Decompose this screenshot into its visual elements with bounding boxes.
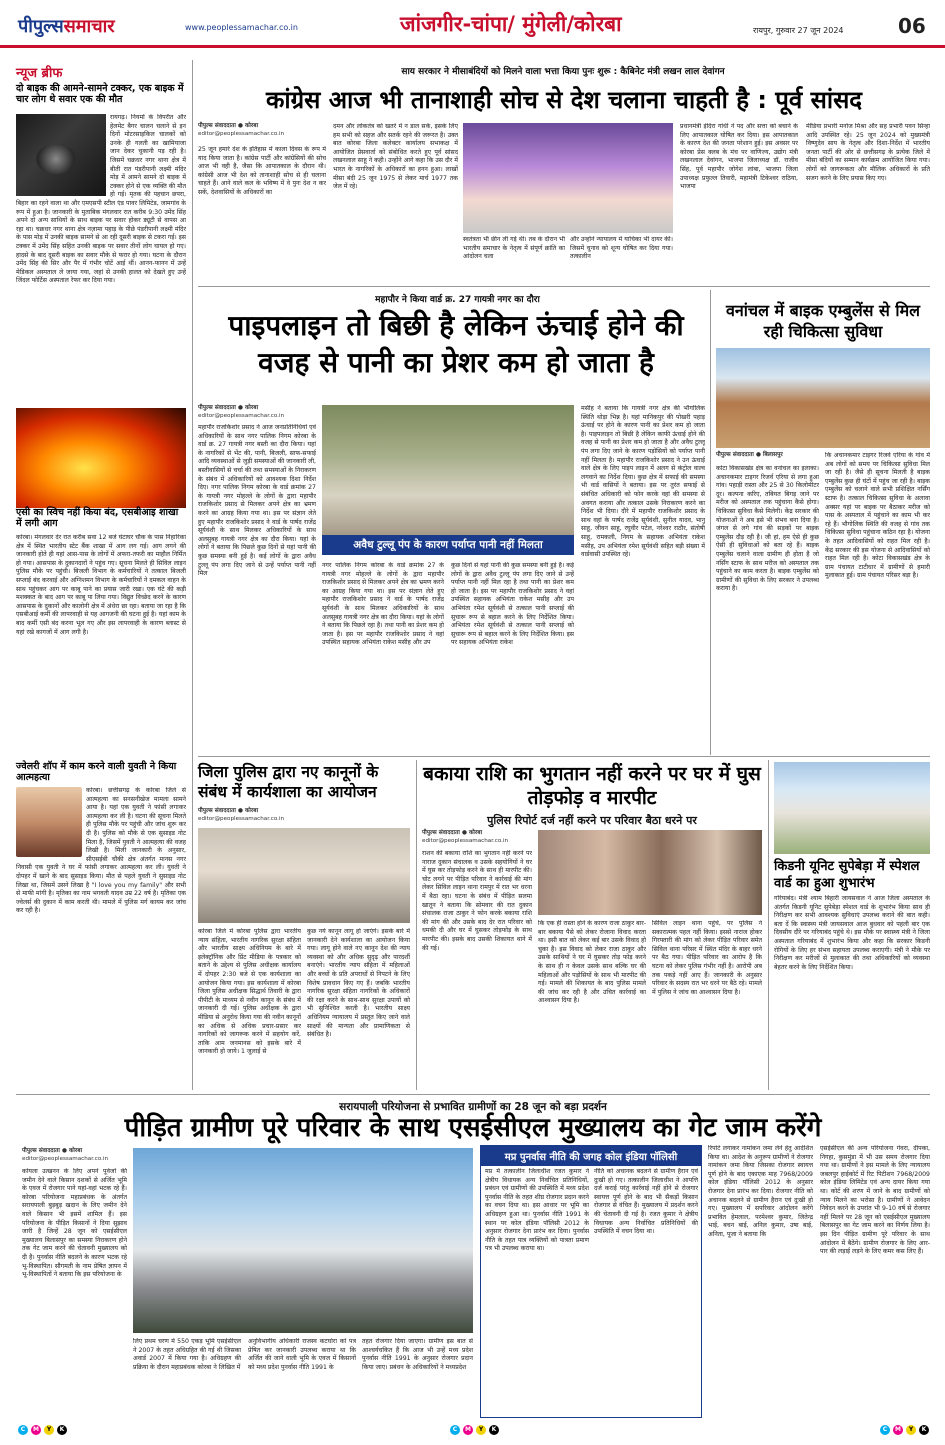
pipeline-headline: पाइपलाइन तो बिछी है लेकिन ऊंचाई होने की वजह से पानी का प्रेशर कम हो जाता है	[228, 309, 684, 379]
bottom-byline-name: पीपुल्स संवाददाता	[22, 1148, 60, 1154]
congress-col4: मीडिया प्रभारी मनोज मिश्रा और सह प्रभारी पवन सिन्हा आदि उपस्थित रहे। 25 जून 2024 को मुख्यमंत्री विष्णुदेव साय के नेतृत्व और दिशा-निर्देश में भारतीय जनता पार्टी की ओर से छत्तीसगढ़ के प्रत्येक जिले में मीसा बंदियों का सम्मान कार्यक्रम आयोजित किया गया। लोगों को जागरूकता और मौलिक अधिकारों के प्रति सजग करने के लिए प्रयास किए गए।	[806, 123, 930, 182]
congress-byline-name: पीपुल्स संवाददाता	[198, 123, 236, 129]
pipeline-col1: महापौर राजकिशोर प्रसाद ने आज जनप्रतिनिधियों एवं अधिकारियों के साथ नगर पालिक निगम कोरबा के वार्ड क्र. 27 गायत्री नगर बस्ती का दौरा किया। यहां के नागरिकों से भेंट की, पानी, बिजली, साफ-सफाई आदि व्यवस्थाओं से जुड़ी समस्याओं की जानकारी ली, बस्तीवासियों से चर्चा की तथा समस्याओं के निराकरण के संबंध में अधिकारियों को आवश्यक दिशा निर्देश दिए। नगर पालिक निगम कोरबा के वार्ड क्रमांक 27 के गायत्री नगर मोहल्ले के लोगों के द्वारा महापौर राजकिशोर प्रसाद से मिलकर अपने क्षेत्र का भ्रमण करने का आग्रह किया गया था। इस पर संज्ञान लेते हुए महापौर राजकिशोर प्रसाद ने वार्ड के पार्षद राजेंद्र सूर्यवंशी के साथ मिलकर अधिकारियों के साथ अलसुबह गायत्री नगर क्षेत्र का दौरा किया। यहां के लोगों ने बताया कि पिछले कुछ दिनों से यहां पानी की कुछ समस्या बनी हुई है। कई लोगों के द्वारा अवैध टुल्लू पंप लगा दिए जाने से उन्हें पर्याप्त पानी नहीं मिल	[198, 424, 316, 578]
workshop-photo	[198, 828, 410, 923]
ambulance-col1: कोटा विकासखंड क्षेत्र का वनांचल का इलाका। अचानकमार टाइगर रिजर्व एरिया से लगा हुआ गांव। पहाड़ी रास्ता और 25 से 30 किलोमीटर दूर। कल्पना करिए, तबियत बिगड़ जाने पर मरीज को अस्पताल तक पहुंचाना कैसे होगा। चिकित्सा सुविधा कैसे मिलेगी। केंद्र सरकार की योजनाओं ने अब इसे भी संभव बना दिया है। जंगल से लगे गांव की सड़कों पर बाइक एम्बुलेंस दौड़ रही है। जी हां, हम ऐसे ही कुछ ऐसी ही सुविधाओं को बता रहे हैं। बाइक एम्बुलेंस चलाने वाला ग्रामीण ही होता है जो नर्सिंग स्टाफ के साथ मरीज को अस्पताल तक पहुंचाने का काम करता है। बाइक एम्बुलेंस को ग्रामीणों की सुविधा के लिए सरकार ने उपलब्ध कराया है।	[716, 465, 819, 593]
pipeline-col2: नगर पालिक निगम कोरबा के वार्ड क्रमांक 27 के गायत्री नगर मोहल्ले के लोगों के द्वारा महापौर राजकिशोर प्रसाद से मिलकर अपने क्षेत्र का भ्रमण करने का आग्रह किया गया था। इस पर संज्ञान लेते हुए महापौर राजकिशोर प्रसाद ने वार्ड के पार्षद राजेंद्र सूर्यवंशी के साथ मिलकर अधिकारियों के साथ अलसुबह गायत्री नगर क्षेत्र का दौरा किया। यहां के लोगों ने बताया कि पिछले रहा है। तथा पानी का प्रेशर कम हो जाता है। इस पर महापौर राजकिशोर प्रसाद ने वहां उपस्थित सहायक अभियंता राकेश मसीह और उप	[322, 562, 444, 647]
dues-col3: सिविल लाइन थाना पहुंचे, पर पुलिस ने सकारात्मक पहल नहीं किया। इससे नाराज होकर गिरफ्तारी की मांग को लेकर पीड़ित परिवार समेत सिविल थाना परिसर में स्थित मंदिर के बाहर धरने पर बैठ गया। पीड़ित परिवार का आरोप है कि घटना को लेकर पुलिस गंभीर नहीं है। आरोपी अब तक पकड़े नहीं आए हैं। जानकारी के अनुसार परिवार के सदस्य रात भर धरने पर बैठे रहे। मामले में पुलिस ने जांच का आश्वासन दिया है।	[652, 920, 762, 996]
bottom-col3: अनुविभागीय अधिकारी राजस्व कटघोरा को पत्र प्रेषित कर जानकारी उपलब्ध कराया था कि अर्जित की जाने वाली भूमि के एवज में किसानों को मध्य प्रदेश पुनर्वास नीति 1991 के	[248, 1338, 356, 1371]
ambulance-byline-place: बिलासपुर	[762, 452, 783, 458]
ambulance-byline-name: पीपुल्स संवाददाता	[716, 452, 754, 458]
divider-5	[16, 1094, 930, 1095]
congress-byline-place: कोरबा	[244, 123, 259, 129]
bottom-col1: कोयला उत्खनन के लिए अपने पूर्वजों की जमीन देने वाले किसान दशकों से अर्जित भूमि के एवज में रोजगार पाने यहां-वहां भटक रहे हैं। कोरबा परियोजना महाप्रबंधक के अंतर्गत सरायपाली बुड़बुड़ खदान के लिए जमीन देने वाले किसान भी इसमें शामिल हैं। इस परियोजना के पीड़ित किसानों ने दिया सुझाव जारी है जिन्हें 28 जून को एसईसीएल मुख्यालय बिलासपुर का समस्या निराकरण होने तक गेट जाम करने की चेतावनी मुख्यालय को दी है। पुनर्वास नीति बदलने के कारण भटक रहे भू-विस्थापित। सौगमती के नाम प्रेषित ज्ञापन में भू-विस्थापितों ने बताया कि इस परियोजना के	[22, 1168, 127, 1279]
cmyk-c: C	[18, 1425, 28, 1435]
left-divider	[192, 60, 193, 1090]
edition-title: जांजगीर-चांपा/ मुंगेली/कोरबा	[400, 12, 622, 36]
top-kicker: साय सरकार ने मीसाबंदियों को मिलने वाला भत्ता किया पुनः शुरू : कैबिनेट मंत्री लखन लाल देवांगन	[401, 67, 725, 77]
masthead	[0, 0, 945, 48]
bottom-col2: लिए प्रथम चरण में 550 एकड़ भूमि एसईसीएल ने 2007 के तहत अधिग्रहित की गई थी जिसका अवार्ड 2007 में किया गया है। अधिग्रहण की प्रक्रिया के दौरान महाप्रबंधक कोरबा ने लिखित में	[133, 1338, 241, 1371]
bottom-col6: एसईसीएल की अन्य परियोजना गेवरा, दीपका, निगहा, कुसमुंडा में भी उस समय रोजगार दिया गया था। ग्रामीणों ने इस मामले के लिए न्यायालय जबलपुर हाईकोर्ट में रिट पिटीशन 7968/2009 कोल इंडिया लिमिटेड एवं अन्य दायर किया गया था। कोर्ट की शरण में जाने के बाद ग्रामीणों को न्याय मिलने का भरोसा है। ग्रामीणों ने आवेदन निवेदन करने के उपरांत भी 9-10 वर्ष से रोजगार नहीं मिलने पर 28 जून को एसईसीएल मुख्यालय बिलासपुर का गेट जाम करने का निर्णय लिया है। इस दिन पीड़ित ग्रामीण पूरे परिवार के साथ आंदोलन में बैठेंगे। ग्रामीण रोजगार के लिए आर-पार की लड़ाई लड़ने के लिए कमर कस लिए हैं।	[820, 1145, 930, 1256]
brief1-photo	[16, 114, 106, 196]
workshop-byline-name: पीपुल्स संवाददाता	[198, 808, 236, 814]
congress-col2: दमन और लोकतंत्र को खतरे में न डाल सकें, इसके लिए हम सभी को सहज और सतर्क रहने की जरूरत है। उक्त बात कोरबा जिला कलेक्टर कार्यालय सभाकक्ष में आयोजित प्रेसवार्ता को संबोधित करते हुए पूर्व सांसद लखनलाल साहू ने कही। उन्होंने आगे कहा कि उस दौर में भारत के नागरिकों के अधिकारों का हनन हुआ। लाखों मीसा बंदी 25 जून 1975 से लेकर मार्च 1977 तक जेल में रहे।	[333, 123, 458, 191]
workshop-email: editor@peoplessamachar.co.in	[198, 815, 285, 822]
kidney-col1: गरियाबंद। मंत्री श्याम बिहारी जायसवाल ने आज जिला अस्पताल के अंतर्गत किडनी यूनिट सुपेबेड़ा स्पेशल वार्ड के शुभारंभ किया साथ ही निरीक्षण कर सभी आवश्यक सुविधाएं उपलब्ध कराने की बात कही। बता दें कि स्वास्थ्य मंत्री जायसवाल आज बुधवार को पहली बार एक दिवसीय दौरे पर गरियाबंद पहुंचे थे। इस मौके पर स्वास्थ्य मंत्री ने जिला अस्पताल गरियाबंद में शुभारंभ किया और कहा कि सरकार किडनी रोगियों के लिए हर संभव सहायता उपलब्ध कराएगी। मंत्री ने मौके पर निरीक्षण कर मरीजों से मुलाकात की तथा अधिकारियों को व्यवस्था बेहतर करने के लिए निर्देशित किया।	[774, 895, 930, 971]
pipeline-byline-place: कोरबा	[244, 405, 259, 411]
dateline: रायपुर, गुरुवार 27 जून 2024	[753, 26, 844, 35]
brief3-body	[16, 787, 186, 1087]
cmyk-right	[880, 1425, 929, 1435]
bottom-col5: रिपोर्ट लगाकर नामांकन जमा लेने हेतु आदेशित किया था। आदेश के अनुरूप ग्रामीणों ने रोजगार नामांकन जमा किया जिसका रोजगार स्वायत्त पूर्ण होने के बाद एकाएक माह 7968/2009 कोल इंडिया पॉलिसी 2012 के अनुसार रोजगार देना प्रारंभ कर दिया। रोजगार नीति को अचानक बदलने से ग्रामीण हैरान एवं दुःखी हो गए। मुख्यालय में सपरिवार आंदोलन करेंगे प्रभावित हेमलाल, परमेश्वर कुमार, जितेन्द्र भाई, बचन बाई, अनिल कुमार, उषा बाई, अनिता, पूजा ने बताया कि	[708, 1145, 813, 1238]
dues-headline: बकाया राशि का भुगतान नहीं करने पर घर में घुस तोड़फोड़ व मारपीट	[423, 763, 761, 809]
bottom-email: editor@peoplessamachar.co.in	[22, 1155, 109, 1162]
logo-prefix: पीपुल्स	[18, 16, 64, 37]
dues-subhead: पुलिस रिपोर्ट दर्ज नहीं करने पर परिवार बैठा धरने पर	[487, 814, 697, 827]
bottom-byline: पीपुल्स संवाददाता ● कोरबा editor@peoplessamachar.co.in	[22, 1148, 127, 1163]
pipeline-col4: मसीह ने बताया कि गायत्री नगर क्षेत्र की भौगोलिक स्थिति थोड़ा भिन्न है। यहां मानिकपुर की पोखरी पहाड़ ऊंचाई पर होने के कारण पानी का प्रेशर कम हो जाता है। पाइपलाइन तो बिछी है लेकिन काफी ऊंचाई होने की वजह से पानी का प्रेशर कम हो जाता है और अवैध टुल्लू पंप लगा दिए जाने के कारण पड़ोसियों को पर्याप्त पानी नहीं मिलता है। महापौर राजकिशोर प्रसाद ने उन ऊंचाई वाले क्षेत्र के लिए पाइप लाइन में अलग से कंट्रोल वाल्व लगवाने का निर्देश दिया। कुछ क्षेत्र में सफाई की समस्या भी वार्ड वासियों ने बताया। इस पर तुरंत सफाई से संबंधित अधिकारी को फोन करके वहां की समस्या से अवगत कराया और तत्काल उसके निराकरण करने का निर्देश भी दिया। दौरे में महापौर राजकिशोर प्रसाद के साथ वहां के पार्षद राजेंद्र सूर्यवंशी, सुनील यादव, भानु साहू, जीवन साहू, रघुवीर पटेल, नरेश्वर राठौर, संतोषी साहू, रामकली, निगम के सहायक अभियंता राकेश मसीह, उप अभियंता रमेश सूर्यवंशी सहित बड़ी संख्या में वार्डवासी उपस्थित रहे।	[581, 405, 705, 559]
cmyk-k: K	[57, 1425, 67, 1435]
ambulance-col2: कि अचानकमार टाइगर रिजर्व एरिया के गांव में अब लोगों को समय पर चिकित्सा सुविधा मिल जा रही है। जैसे ही सूचना मिलती है बाइक एम्बुलेंस कुछ ही घंटों में पहुंच जा रही है। बाइक एम्बुलेंस को चलाने वाले सभी प्रशिक्षित नर्सिंग स्टाफ है। तत्काल चिकित्सा सुविधा के अलावा अक्सर यहां पर बाइक पर बैठाकर मरीज को पास के अस्पताल में पहुंचाने का काम भी कर रहे हैं। भौगोलिक स्थिति की वजह से गांव तक चिकित्सा सुविधा पहुंचाना कठिन रहा है। योजना के तहत आदिवासियों को राहत मिल रही है। केंद्र सरकार की इस योजना से आदिवासियों को राहत मिल रही है। कोटा विकासखंड क्षेत्र के ग्राम पंचायत टाटीधार में ग्रामीणों से हमारी मुलाकात हुई। ग्राम पंचायत परिसर बड़ा है।	[825, 452, 930, 580]
brief1-headline: दो बाइक की आमने-सामने टक्कर, एक बाइक में चार लोग थे सवार एक की मौत	[16, 83, 184, 105]
inner-box-head: मप्र पुनर्वास नीति की जगह कोल इंडिया पॉलिसी	[481, 1146, 701, 1166]
cmyk-y: Y	[44, 1425, 54, 1435]
cmyk-y3: Y	[906, 1425, 916, 1435]
brief1-text: रायगढ़। नियमों के विपरीत और हेलमेट बैगर चालन चलाने से इन दिनों मोटरसाइकिल चालकों को उनके ही गलती का खामियाजा जान देकर चुकानी पड़ रही है। जिसमें चक्रधर नगर थाना क्षेत्र में बीती रात पंडरीपानी लक्ष्मी मंदिर मोड़ में आमने सामने दो बाइक में टक्कर होने से एक व्यक्ति की मौत हो गई। मृतक की पहचान छपरा, बिहार का रहने वाला था और एमएसपी स्टील एंड पावर लिमिटेड, जामगांव के रूप में हुआ है। जानकारी के मुताबिक मंगलवार रात करीब 9:30 उमेंद सिंह अपने दो अन्य साथियों के साथ बाइक पर सवार होकर ड्यूटी से वापस आ रहा था। चक्रधर नगर थाना क्षेत्र नज़ामा पहाड़ के पीछे पंडरीपानी लक्ष्मी मंदिर के पास मोड़ में उनकी बाइक सामने से आ रही दूसरी बाइक से टकरा गई। इस टक्कर में उमेंद सिंह सहित उनकी बाइक पर सवार तीनों लोग घायल हो गए। हादसे के बाद दूसरी बाइक का सवार मौके से फरार हो गया। घटना के दौरान उमेंद सिंह की सिर और पैर में गंभीर चोटें आई थीं। आनन-फानन में उन्हें मेडिकल अस्पताल ले जाया गया, जहां से उनकी हालत को देखते हुए उन्हें जिंदल फोर्टिस अस्पताल रेफर कर दिया गया।	[16, 114, 186, 285]
dues-col1: राशन की बकाया राशि का भुगतान नहीं करने पर नाराज दुकान संचालक व उसके सहयोगियों ने घर में घुस कर तोड़फोड़ करने के साथ ही मारपीट की। चोट लगने पर पीड़ित परिवार ने कार्रवाई की मांग लेकर सिविल लाइन थाना रामपुर में रात भर धरना में बैठा रहा। घटना के संबंध में पीड़ित सलमा खातून ने बताया कि सोमवार की रात दुकान संचालक राजा ठाकुर ने फोन करके बकाया राशि की मांग की और उसके बाद देर रात परिवार को धमकी दी और घर में घुसकर तोड़फोड़ के साथ मारपीट की। इसके बाद उसकी शिकायत थाने में की गई।	[422, 850, 532, 952]
inner-box	[480, 1145, 702, 1418]
ambulance-byline: पीपुल्स संवाददाता ● बिलासपुर	[716, 452, 783, 458]
bottom-byline-place: कोरबा	[68, 1148, 83, 1154]
cmyk-left	[18, 1425, 67, 1435]
website: www.peoplessamachar.co.in	[185, 23, 298, 32]
divider-2	[198, 756, 930, 757]
pipeline-email: editor@peoplessamachar.co.in	[198, 412, 285, 419]
cmyk-m3: M	[893, 1425, 903, 1435]
dues-photo	[538, 830, 762, 915]
congress-photo	[463, 123, 673, 233]
congress-col1: 25 जून हमारे देश के इतिहास में काला दिवस के रूप में याद किया जाता है। कांग्रेस पार्टी और कांग्रेसियों की सोच आज भी वही है, जैसा कि आपातकाल के दौरान थी। कांग्रेसी आज भी देश को तानाशाही सोच से ही चलाना चाहते हैं। आने वाले कल के भविष्य में वे पुनः देश न कर सकें, देशवासियों के अधिकारों का	[198, 146, 326, 196]
cmyk-m2: M	[463, 1425, 473, 1435]
inner-box-col1: मप्र में तत्कालीन जिलाधीश रजत कुमार ने क्षेत्रीय विधायक अन्य निर्वाचित प्रतिनिधियों, प्रबंधन एवं ग्रामीणों की उपस्थिति में मध्य प्रदेश पुनर्वास नीति के तहत शीघ्र रोजगार प्रदान करने का वचन दिया था। इस आधार पर भूमि का अधिग्रहण हुआ था। पुनर्वास नीति 1991 के स्थान पर कोल इंडिया पॉलिसी 2012 के अनुसार रोजगार देना प्रारंभ कर दिया। पुनर्वास नीति के तहत पात्र व्यक्तियों को पात्रता प्रमाण पत्र भी उपलब्ध कराया था।	[485, 1168, 589, 1253]
pipeline-col3: कुछ दिनों से यहां पानी की कुछ समस्या बनी हुई है। कई लोगों के द्वारा अवैध टुल्लू पंप लगा दिए जाने से उन्हें पर्याप्त पानी नहीं मिल रहा है तथा पानी का प्रेशर कम हो जाता है। इस पर महापौर राजकिशोर प्रसाद ने वहां उपस्थित सहायक अभियंता राकेश मसीह और उप अभियंता रमेश सूर्यवंशी से तत्काल पानी सप्लाई की सुचारू रूप से बहाल करने के लिए निर्देशित किया। अभियंता रमेश सूर्यवंशी से तत्काल पानी सप्लाई को सुचारू रूप से बहाल करने के लिए निर्देशित किया। इस पर सहायक अभियंता राकेश	[451, 562, 574, 647]
cmyk-c3: C	[880, 1425, 890, 1435]
secl-building-photo	[133, 1148, 473, 1333]
bottom-headline: पीड़ित ग्रामीण पूरे परिवार के साथ एसईसीएल मुख्यालय का गेट जाम करेंगे	[124, 1113, 822, 1143]
news-brief-label: न्यूज ब्रीफ	[16, 66, 63, 81]
workshop-col2: कुछ नये कानून लागू हो जाएंगे। इसके बारे में जानकारी देने कार्यशाला का आयोजन किया गया। लागू होने वाले नए कानून देश की न्याय व्यवस्था को और अधिक सुदृढ़ और पारदर्शी बनाएंगे। भारतीय न्याय संहिता में महिलाओं और बच्चों के प्रति अपराधों से निपटने के लिए विशेष प्रावधान किए गए हैं। जबकि भारतीय नागरिक सुरक्षा संहिता नागरिकों के अधिकारों की रक्षा करने के साथ-साथ सुरक्षा उपायों को भी सुनिश्चित करती है। भारतीय साक्ष्य अधिनियम न्यायालय में प्रस्तुत किए जाने वाले साक्ष्यों की मान्यता और प्रामाणिकता से संबंधित है।	[307, 928, 410, 1039]
dues-email: editor@peoplessamachar.co.in	[422, 837, 509, 844]
cmyk-center	[450, 1425, 499, 1435]
fire-photo	[16, 408, 186, 508]
dues-col2: कि एक ही रास्ता होने के कारण राजा ठाकुर बार-बार बकाया पैसे को लेकर रोजाना विवाद करता था। इसी बात को लेकर कई बार उसके विवाद हो चुका है। इस विवाद को लेकर राजा ठाकुर और उसके साथियों ने घर में घुसकर तोड़ फोड़ करने के साथ ही न केवल उसके साथ बल्कि घर की महिलाओं और पड़ोसियों के साथ भी मारपीट की गई। मामले की शिकायत के बाद पुलिस मामले की जांच कर रही है और उचित कार्रवाई का आश्वासन दिया है।	[538, 920, 646, 1005]
divider-3	[416, 760, 417, 1090]
congress-headline: कांग्रेस आज भी तानाशाही सोच से देश चलाना चाहती है : पूर्व सांसद	[265, 86, 863, 114]
dues-byline-name: पीपुल्स संवाददाता	[422, 830, 460, 836]
kidney-headline: किडनी यूनिट सुपेबेड़ा में स्पेशल वार्ड का हुआ शुभारंभ	[774, 859, 920, 891]
cmyk-y2: Y	[476, 1425, 486, 1435]
workshop-headline: जिला पुलिस द्वारा नए कानूनों के संबंध में कार्यशाला का आयोजन	[198, 763, 379, 801]
workshop-byline-place: कोरबा	[244, 808, 259, 814]
cmyk-k3: K	[919, 1425, 929, 1435]
cmyk-k2: K	[489, 1425, 499, 1435]
congress-byline: पीपुल्स संवाददाता ● कोरबा editor@peoplessamachar.co.in	[198, 123, 326, 138]
brief3-headline: ज्वेलरी शॉप में काम करने वाली युवती ने किया आत्महत्या	[16, 761, 177, 783]
kidney-photo	[774, 762, 930, 854]
pipeline-byline-name: पीपुल्स संवाददाता	[198, 405, 236, 411]
pipeline-kicker: महापौर ने किया वार्ड क्र. 27 गायत्री नगर का दौरा	[375, 295, 540, 305]
workshop-byline: पीपुल्स संवाददाता ● कोरबा editor@peoplessamachar.co.in	[198, 808, 410, 823]
dues-byline-place: कोरबा	[468, 830, 483, 836]
divider-right-mid	[710, 290, 711, 755]
cmyk-c2: C	[450, 1425, 460, 1435]
congress-col3: प्रधानमंत्री इंदिरा गांधी ने पद और सत्ता को बचाने के लिए आपातकाल घोषित कर दिया। इस आपातकाल के कारण देश की जनता परेशान हुई। इस अवसर पर कोरबा प्रेस क्लब के मंच पर वाणिज्य, उद्योग मंत्री लखनलाल देवांगन, भाजपा जिलाध्यक्ष डॉ. राजीव सिंह, पूर्व महापौर जोगेश लांबा, भाजपा जिला उपाध्यक्ष प्रफुल्ल तिवारी, महामंत्री टिकेश्वर राठिया, भाजपा	[680, 123, 798, 191]
pipeline-photo	[322, 405, 574, 555]
pipeline-byline: पीपुल्स संवाददाता ● कोरबा editor@peoplessamachar.co.in	[198, 405, 316, 420]
bottom-col4: तहत रोजगार दिया जाएगा। ग्रामीण इस बात से आश्चर्यचकित हैं कि आज भी उन्हें मध्य प्रदेश पुनर्वास नीति 1991 के अनुसार रोजगार प्रदान किया जाए। प्रबंधन के अधिकारियों ने मध्यप्रदेश	[362, 1338, 473, 1371]
ambulance-photo	[716, 348, 930, 448]
logo-suffix: समाचार	[63, 16, 115, 37]
divider-4	[768, 760, 769, 1090]
page-number: 06	[898, 14, 926, 38]
divider-1	[198, 286, 930, 287]
workshop-col1: कोरबा जिले में कोरबा पुलिस द्वारा भारतीय न्याय संहिता, भारतीय नागरिक सुरक्षा संहिता और भारतीय साक्ष्य अधिनियम के बारे में इलेक्ट्रॉनिक और प्रिंट मीडिया के पत्रकार को बताने के उद्देश्य से पुलिस अधीक्षक कार्यालय में दोपहर 2:30 बजे से एक कार्यशाला का आयोजन किया गया। इस कार्यशाला में कोरबा जिला पुलिस अधीक्षक सिद्धार्थ तिवारी के द्वारा पीपीटी के माध्यम से नवीन कानून के संबंध में जानकारी दी गई। पुलिस अधीक्षक के द्वारा मीडिया से अनुरोध किया गया की नवीन कानूनों का अधिक से अधिक प्रचार-प्रसार कर नागरिकों को जागरूक करने में सहयोग करें, ताकि आम जनमानस को इसके बारे में जानकारी हो जाये। 1 जुलाई से	[198, 928, 301, 1056]
brief3-text: कोरबा। छत्तीसगढ़ के कोरबा जिले से आत्महत्या का सनसनीखेज मामला सामने आया है। यहां एक युवती ने फांसी लगाकर आत्महत्या कर ली है। घटना की सूचना मिलते ही पुलिस मौके पर पहुंची और जांच शुरू कर दी है। पुलिस को मौके से एक सुसाइड नोट मिला है, जिसमें युवती ने आत्महत्या की वजह लिखी है। मिली जानकारी के अनुसार, सीएसईबी चौकी क्षेत्र अंतर्गत मानस नगर निवासी एक युवती ने घर में फांसी लगाकर आत्महत्या कर ली। युवती ने दोपहर में खाने के बाद सुसाइड किया। मौत से पहले युवती ने सुसाइड नोट लिखा था, जिसमें उसने लिखा है "I love you my family" और सभी से माफी मांगी है। मृतिका का नाम भगवती यादव उम्र 22 वर्ष है। मृतिका एक ज्वेलर्स की दुकान में काम करती थी। मामले में पुलिस मर्ग कायम कर जांच कर रही है।	[16, 787, 186, 915]
cmyk-m: M	[31, 1425, 41, 1435]
inner-box-col2: नीति को अचानक बदलने से ग्रामीण हैरान एवं दुःखी हो गए। तत्कालीन जिलाधीश ने आपत्ति दर्ज कराई परंतु कार्रवाई नहीं होने से रोजगार स्वायत्त पूर्ण होने के बाद भी सैकड़ों किसान रोजगार से वंचित हैं। मुख्यालय में प्रदर्शन करने की चेतावनी दी गई है। रजत कुमार ने क्षेत्रीय विधायक अन्य निर्वाचित प्रतिनिधियों की उपस्थिति में वचन दिया था।	[594, 1168, 698, 1236]
pipeline-photo-caption: अवैध टुल्लू पंप के कारण पर्याप्त पानी नहीं मिलता	[322, 535, 574, 555]
brief2-headline: एसी का स्विच नहीं किया बंद, एसबीआइ शाखा में लगी आग	[16, 507, 179, 529]
brief3-photo	[16, 787, 82, 857]
dues-byline: पीपुल्स संवाददाता ● कोरबा editor@peoplessamachar.co.in	[422, 830, 532, 845]
ambulance-headline: वनांचल में बाइक एम्बुलेंस से मिल रही चिकित्सा सुविधा	[726, 301, 920, 341]
logo	[18, 14, 115, 38]
congress-caption2: और उन्होंने न्यायालय में याचिका भी दायर की। जिसमें चुनाव को शून्य घोषित कर दिया गया। तत्कालीन	[570, 236, 673, 261]
congress-caption1: स्वतंत्रता भी छीन ली गई थी। तब के दौरान भी भारतीय समाचार के नेतृत्व में संपूर्ण क्रांति का आंदोलन चला	[463, 236, 565, 261]
brief2-body: कोरबा। मंगलवार देर रात करीब सवा 12 बजे घंटाघर चौक के पास निहारिका क्षेत्र में स्थित भारतीय स्टेट बैंक शाखा में आग लग गई। आग लगने की जानकारी होते ही यहां आस-पास के लोगों में अफरा-तफरी का माहौल निर्मित हो गया। आसपास के दुकानदारों ने पहुंच गए। सूचना मिलते ही सिविल लाइन पुलिस मौके पर पहुंची। बिजली विभाग के कर्मचारियों ने तत्काल बिजली सप्लाई बंद करवाई और अग्निशमन विभाग के कर्मचारियों ने दमकल वाहन के साथ पहुंचकर आग पर काबू पाने का प्रयास जारी रखा। एक घंटे की कड़ी मशक्कत के बाद आग पर काबू पा लिया गया। विद्युत विच्छेद करने के कारण आसपास के दुकानों और कालोनी क्षेत्र में अंधेरा छा रहा। बताया जा रहा है कि एसबीआई कर्मी की लापरवाही से यह आगजनी की घटना हुई है। यहां काम के बाद कर्मी एसी बंद करना भूल गए और इस लापरवाही के कारण ब्लास्ट से यहां रखे कागजों में आग लगी है।	[16, 534, 186, 636]
bottom-kicker: सरायपाली परियोजना से प्रभावित ग्रामीणों का 28 जून को बड़ा प्रदर्शन	[339, 1101, 607, 1113]
congress-email: editor@peoplessamachar.co.in	[198, 130, 285, 137]
